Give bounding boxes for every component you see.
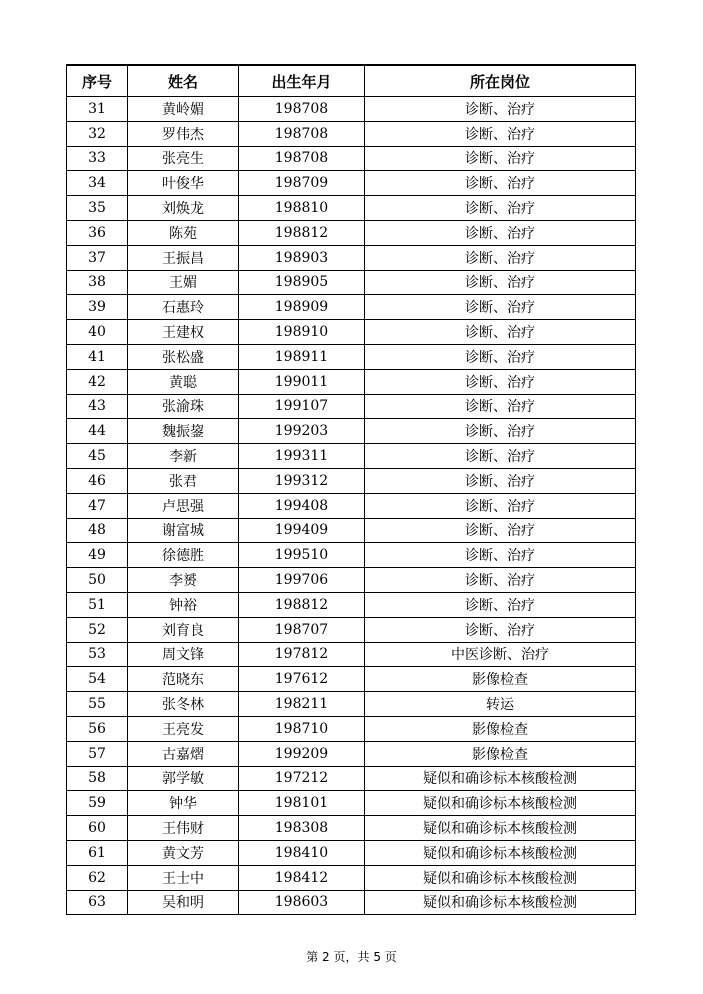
cell-name: 古嘉熠 bbox=[128, 741, 239, 766]
table-row bbox=[67, 344, 636, 369]
cell-name: 黄文芳 bbox=[128, 840, 239, 865]
cell-birth-month: 198709 bbox=[239, 171, 365, 196]
table-row bbox=[67, 196, 636, 221]
cell-name: 卢思强 bbox=[128, 493, 239, 518]
table-row bbox=[67, 716, 636, 741]
cell-name: 石惠玲 bbox=[128, 295, 239, 320]
cell-name: 罗伟杰 bbox=[128, 121, 239, 146]
cell-serial-number: 32 bbox=[67, 121, 128, 146]
cell-position: 诊断、治疗 bbox=[365, 171, 636, 196]
cell-birth-month: 198707 bbox=[239, 617, 365, 642]
cell-name: 魏振鋆 bbox=[128, 419, 239, 444]
header-birth-month: 出生年月 bbox=[239, 65, 365, 97]
cell-serial-number: 46 bbox=[67, 468, 128, 493]
table-row bbox=[67, 369, 636, 394]
cell-birth-month: 198910 bbox=[239, 320, 365, 345]
cell-name: 徐德胜 bbox=[128, 543, 239, 568]
cell-position: 疑似和确诊标本核酸检测 bbox=[365, 865, 636, 890]
cell-serial-number: 43 bbox=[67, 394, 128, 419]
cell-name: 陈苑 bbox=[128, 220, 239, 245]
cell-position: 疑似和确诊标本核酸检测 bbox=[365, 840, 636, 865]
cell-birth-month: 198708 bbox=[239, 97, 365, 122]
cell-position: 诊断、治疗 bbox=[365, 568, 636, 593]
table-row bbox=[67, 667, 636, 692]
cell-birth-month: 198710 bbox=[239, 716, 365, 741]
cell-serial-number: 52 bbox=[67, 617, 128, 642]
cell-birth-month: 198101 bbox=[239, 791, 365, 816]
cell-position: 诊断、治疗 bbox=[365, 444, 636, 469]
cell-serial-number: 44 bbox=[67, 419, 128, 444]
cell-position: 诊断、治疗 bbox=[365, 493, 636, 518]
cell-serial-number: 62 bbox=[67, 865, 128, 890]
table-row bbox=[67, 320, 636, 345]
cell-position: 诊断、治疗 bbox=[365, 543, 636, 568]
cell-position: 影像检查 bbox=[365, 716, 636, 741]
cell-serial-number: 38 bbox=[67, 270, 128, 295]
cell-position: 诊断、治疗 bbox=[365, 121, 636, 146]
table-row bbox=[67, 171, 636, 196]
cell-birth-month: 198911 bbox=[239, 344, 365, 369]
table-row bbox=[67, 245, 636, 270]
cell-serial-number: 56 bbox=[67, 716, 128, 741]
table-row bbox=[67, 692, 636, 717]
cell-birth-month: 198412 bbox=[239, 865, 365, 890]
cell-position: 疑似和确诊标本核酸检测 bbox=[365, 766, 636, 791]
table-row bbox=[67, 444, 636, 469]
cell-name: 范晓东 bbox=[128, 667, 239, 692]
cell-serial-number: 49 bbox=[67, 543, 128, 568]
cell-position: 诊断、治疗 bbox=[365, 344, 636, 369]
cell-name: 张松盛 bbox=[128, 344, 239, 369]
cell-name: 刘育良 bbox=[128, 617, 239, 642]
page-number-footer: 第 2 页，共 5 页 bbox=[306, 950, 397, 964]
cell-serial-number: 45 bbox=[67, 444, 128, 469]
table-row bbox=[67, 270, 636, 295]
table-row bbox=[67, 890, 636, 915]
cell-position: 影像检查 bbox=[365, 667, 636, 692]
cell-name: 黄岭媚 bbox=[128, 97, 239, 122]
cell-birth-month: 198708 bbox=[239, 146, 365, 171]
cell-name: 叶俊华 bbox=[128, 171, 239, 196]
table-row bbox=[67, 146, 636, 171]
cell-serial-number: 53 bbox=[67, 642, 128, 667]
cell-birth-month: 198903 bbox=[239, 245, 365, 270]
cell-birth-month: 198810 bbox=[239, 196, 365, 221]
cell-position: 诊断、治疗 bbox=[365, 270, 636, 295]
cell-serial-number: 31 bbox=[67, 97, 128, 122]
cell-name: 王媚 bbox=[128, 270, 239, 295]
cell-birth-month: 199311 bbox=[239, 444, 365, 469]
cell-name: 张渝珠 bbox=[128, 394, 239, 419]
cell-name: 谢富城 bbox=[128, 518, 239, 543]
cell-serial-number: 50 bbox=[67, 568, 128, 593]
cell-birth-month: 199312 bbox=[239, 468, 365, 493]
cell-serial-number: 51 bbox=[67, 592, 128, 617]
cell-serial-number: 60 bbox=[67, 816, 128, 841]
cell-serial-number: 54 bbox=[67, 667, 128, 692]
table-row bbox=[67, 97, 636, 122]
cell-birth-month: 197612 bbox=[239, 667, 365, 692]
table-row bbox=[67, 568, 636, 593]
cell-position: 诊断、治疗 bbox=[365, 394, 636, 419]
table-row bbox=[67, 816, 636, 841]
cell-birth-month: 198603 bbox=[239, 890, 365, 915]
cell-position: 诊断、治疗 bbox=[365, 419, 636, 444]
table-row bbox=[67, 791, 636, 816]
cell-serial-number: 42 bbox=[67, 369, 128, 394]
cell-serial-number: 35 bbox=[67, 196, 128, 221]
table-row bbox=[67, 468, 636, 493]
header-name: 姓名 bbox=[128, 65, 239, 97]
cell-serial-number: 61 bbox=[67, 840, 128, 865]
cell-birth-month: 199408 bbox=[239, 493, 365, 518]
cell-position: 诊断、治疗 bbox=[365, 295, 636, 320]
table-row bbox=[67, 518, 636, 543]
cell-name: 张亮生 bbox=[128, 146, 239, 171]
cell-name: 王建权 bbox=[128, 320, 239, 345]
table-row bbox=[67, 592, 636, 617]
cell-serial-number: 63 bbox=[67, 890, 128, 915]
cell-name: 黄聪 bbox=[128, 369, 239, 394]
cell-name: 李赟 bbox=[128, 568, 239, 593]
header-position: 所在岗位 bbox=[365, 65, 636, 97]
cell-birth-month: 197812 bbox=[239, 642, 365, 667]
cell-position: 诊断、治疗 bbox=[365, 617, 636, 642]
cell-birth-month: 199011 bbox=[239, 369, 365, 394]
cell-position: 疑似和确诊标本核酸检测 bbox=[365, 890, 636, 915]
table-body bbox=[67, 97, 636, 915]
cell-name: 王伟财 bbox=[128, 816, 239, 841]
cell-name: 郭学敏 bbox=[128, 766, 239, 791]
cell-name: 钟裕 bbox=[128, 592, 239, 617]
cell-birth-month: 198708 bbox=[239, 121, 365, 146]
cell-name: 王士中 bbox=[128, 865, 239, 890]
cell-position: 诊断、治疗 bbox=[365, 592, 636, 617]
cell-serial-number: 36 bbox=[67, 220, 128, 245]
cell-name: 张冬林 bbox=[128, 692, 239, 717]
cell-birth-month: 198905 bbox=[239, 270, 365, 295]
cell-serial-number: 48 bbox=[67, 518, 128, 543]
cell-name: 王振昌 bbox=[128, 245, 239, 270]
cell-position: 诊断、治疗 bbox=[365, 369, 636, 394]
header-serial-number: 序号 bbox=[67, 65, 128, 97]
cell-birth-month: 199107 bbox=[239, 394, 365, 419]
table-row bbox=[67, 543, 636, 568]
cell-position: 中医诊断、治疗 bbox=[365, 642, 636, 667]
cell-name: 钟华 bbox=[128, 791, 239, 816]
cell-serial-number: 39 bbox=[67, 295, 128, 320]
cell-birth-month: 199203 bbox=[239, 419, 365, 444]
cell-birth-month: 198812 bbox=[239, 220, 365, 245]
cell-position: 诊断、治疗 bbox=[365, 320, 636, 345]
table-row bbox=[67, 741, 636, 766]
staff-table bbox=[66, 64, 636, 915]
cell-position: 诊断、治疗 bbox=[365, 518, 636, 543]
table-row bbox=[67, 617, 636, 642]
cell-name: 刘焕龙 bbox=[128, 196, 239, 221]
cell-birth-month: 199209 bbox=[239, 741, 365, 766]
cell-birth-month: 197212 bbox=[239, 766, 365, 791]
cell-name: 李新 bbox=[128, 444, 239, 469]
cell-serial-number: 57 bbox=[67, 741, 128, 766]
cell-name: 张君 bbox=[128, 468, 239, 493]
cell-serial-number: 34 bbox=[67, 171, 128, 196]
table-row bbox=[67, 840, 636, 865]
table-row bbox=[67, 121, 636, 146]
table-row bbox=[67, 642, 636, 667]
cell-birth-month: 199510 bbox=[239, 543, 365, 568]
cell-serial-number: 55 bbox=[67, 692, 128, 717]
cell-position: 诊断、治疗 bbox=[365, 468, 636, 493]
table-row bbox=[67, 220, 636, 245]
table-row bbox=[67, 865, 636, 890]
cell-birth-month: 199409 bbox=[239, 518, 365, 543]
cell-position: 转运 bbox=[365, 692, 636, 717]
table-row bbox=[67, 295, 636, 320]
cell-birth-month: 198410 bbox=[239, 840, 365, 865]
cell-serial-number: 40 bbox=[67, 320, 128, 345]
cell-position: 诊断、治疗 bbox=[365, 245, 636, 270]
cell-serial-number: 37 bbox=[67, 245, 128, 270]
table-row bbox=[67, 419, 636, 444]
cell-serial-number: 59 bbox=[67, 791, 128, 816]
cell-serial-number: 33 bbox=[67, 146, 128, 171]
table-row bbox=[67, 766, 636, 791]
cell-position: 诊断、治疗 bbox=[365, 97, 636, 122]
cell-birth-month: 198812 bbox=[239, 592, 365, 617]
cell-birth-month: 199706 bbox=[239, 568, 365, 593]
cell-position: 诊断、治疗 bbox=[365, 146, 636, 171]
cell-name: 王亮发 bbox=[128, 716, 239, 741]
cell-birth-month: 198909 bbox=[239, 295, 365, 320]
cell-position: 诊断、治疗 bbox=[365, 196, 636, 221]
table-row bbox=[67, 493, 636, 518]
cell-serial-number: 41 bbox=[67, 344, 128, 369]
cell-position: 影像检查 bbox=[365, 741, 636, 766]
cell-position: 疑似和确诊标本核酸检测 bbox=[365, 816, 636, 841]
cell-birth-month: 198211 bbox=[239, 692, 365, 717]
cell-serial-number: 47 bbox=[67, 493, 128, 518]
cell-name: 周文锋 bbox=[128, 642, 239, 667]
cell-serial-number: 58 bbox=[67, 766, 128, 791]
cell-birth-month: 198308 bbox=[239, 816, 365, 841]
table-header-row bbox=[67, 65, 636, 97]
cell-position: 诊断、治疗 bbox=[365, 220, 636, 245]
table-row bbox=[67, 394, 636, 419]
cell-name: 吴和明 bbox=[128, 890, 239, 915]
cell-position: 疑似和确诊标本核酸检测 bbox=[365, 791, 636, 816]
